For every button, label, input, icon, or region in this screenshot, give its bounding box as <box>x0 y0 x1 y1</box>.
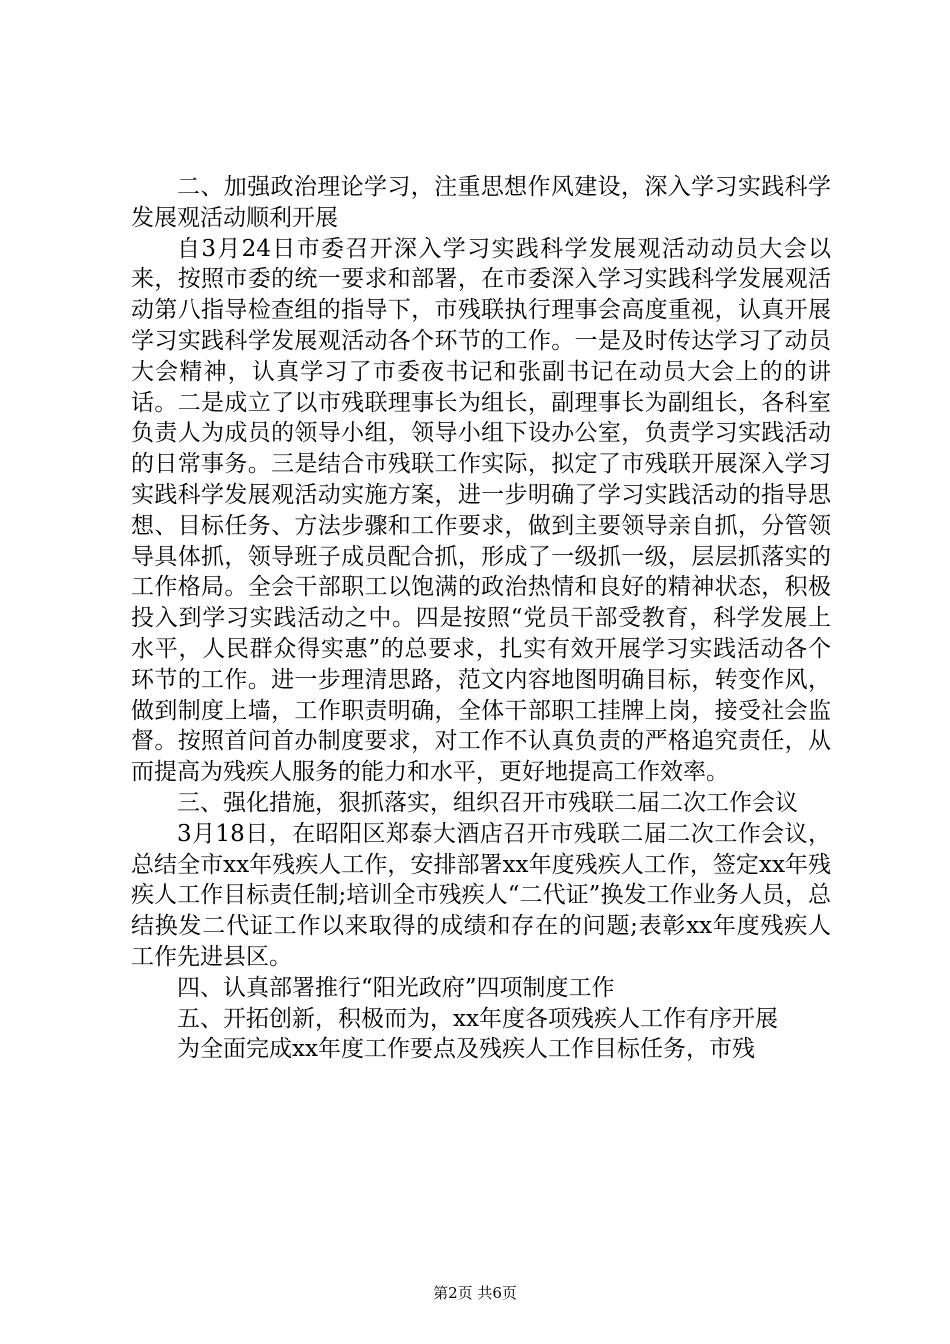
heading-section-3: 三、强化措施，狠抓落实，组织召开市残联二届二次工作会议 <box>177 789 798 816</box>
heading-section-5: 五、开拓创新，积极而为，xx年度各项残疾人工作有序开展 <box>177 1005 778 1032</box>
paragraph-section-5-body: 为全面完成xx年度工作要点及残疾人工作目标任务，市残 <box>177 1036 755 1063</box>
paragraph-section-3-body: 3月18日，在昭阳区郑泰大酒店召开市残联二届二次工作会议，总结全市xx年残疾人工作，安排部署xx年度残疾人工作，签定xx年残疾人工作目标责任制;培训全市残疾人“二代证”换发工作业务人员，总结换发二代证工作以来取得的成绩和存在的问题;表彰xx年度残疾人工作先进县区。 <box>131 820 831 970</box>
heading-section-2: 二、加强政治理论学习，注重思想作风建设，深入学习实践科学发展观活动顺利开展 <box>131 174 831 231</box>
heading-section-4: 四、认真部署推行“阳光政府”四项制度工作 <box>177 974 615 1001</box>
paragraph-section-2-body: 自3月24日市委召开深入学习实践科学发展观活动动员大会以来，按照市委的统一要求和部署，在市委深入学习实践科学发展观活动第八指导检查组的指导下，市残联执行理事会高度重视，认真开展学习实践科学发展观活动各个环节的工作。一是及时传达学习了动员大会精神，认真学习了市委夜书记和张副书记在动员大会上的的讲话。二是成立了以市残联理事长为组长，副理事长为副组长，各科室负责人为成员的领导小组，领导小组下设办公室，负责学习实践活动的日常事务。三是结合市残联工作实际，拟定了市残联开展深入学习实践科学发展观活动实施方案，进一步明确了学习实践活动的指导思想、目标任务、方法步骤和工作要求，做到主要领导亲自抓，分管领导具体抓，领导班子成员配合抓，形成了一级抓一级，层层抓落实的工作格局。全会干部职工以饱满的政治热情和良好的精神状态，积极投入到学习实践活动之中。四是按照“党员干部受教育，科学发展上水平，人民群众得实惠”的总要求，扎实有效开展学习实践活动各个环节的工作。进一步理清思路，范文内容地图明确目标，转变作风，做到制度上墙，工作职责明确，全体干部职工挂牌上岗，接受社会监督。按照首问首办制度要求，对工作不认真负责的严格追究责任，从而提高为残疾人服务的能力和水平，更好地提高工作效率。 <box>131 235 831 786</box>
document-body <box>131 172 831 1065</box>
page-number-footer: 第2页 共6页 <box>433 1284 517 1302</box>
